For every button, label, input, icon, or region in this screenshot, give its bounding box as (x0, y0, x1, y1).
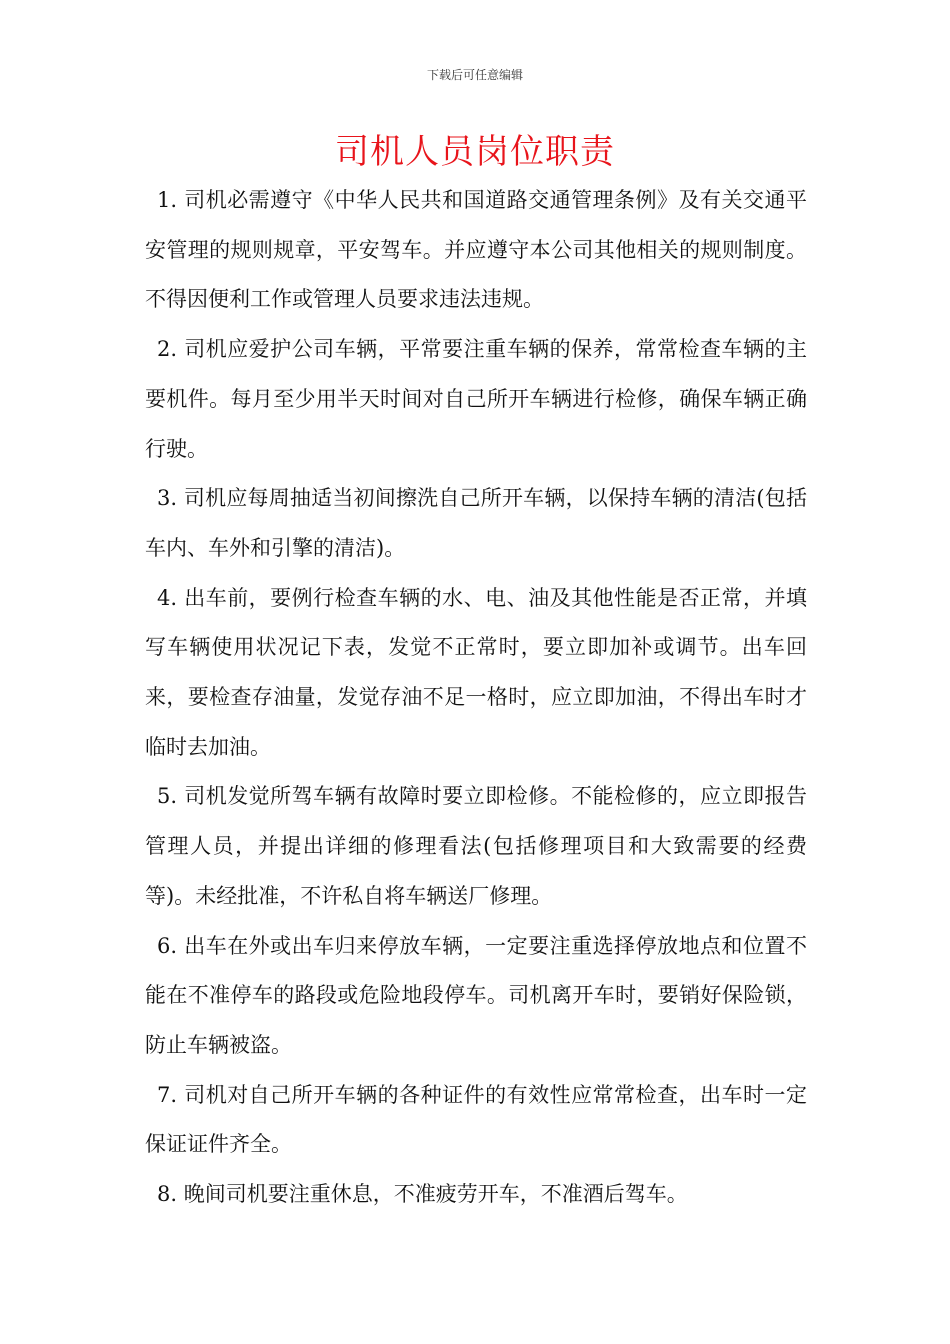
paragraph-1: 1. 司机必需遵守《中华人民共和国道路交通管理条例》及有关交通平安管理的规则规章，平安驾车。并应遵守本公司其他相关的规则制度。不得因便利工作或管理人员要求违法违规。 (145, 188, 807, 312)
paragraph-5: 5. 司机发觉所驾车辆有故障时要立即检修。不能检修的，应立即报告管理人员，并提出详细的修理看法(包括修理项目和大致需要的经费等)。未经批准，不许私自将车辆送厂修理。 (145, 784, 807, 908)
paragraph-3: 3. 司机应每周抽适当初间擦洗自己所开车辆，以保持车辆的清洁(包括车内、车外和引擎的清洁)。 (145, 486, 807, 560)
document-body (145, 176, 807, 1220)
header-note: 下载后可任意编辑 (426, 68, 523, 82)
paragraph-8: 8. 晚间司机要注重休息，不准疲劳开车，不准酒后驾车。 (157, 1182, 688, 1207)
paragraph-4: 4. 出车前，要例行检查车辆的水、电、油及其他性能是否正常，并填写车辆使用状况记下表，发觉不正常时，要立即加补或调节。出车回来，要检查存油量，发觉存油不足一格时，应立即加油，不得出车时才临时去加油。 (145, 585, 807, 759)
document-title: 司机人员岗位职责 (335, 132, 615, 172)
paragraph-6: 6. 出车在外或出车归来停放车辆，一定要注重选择停放地点和位置不能在不准停车的路段或危险地段停车。司机离开车时，要销好保险锁，防止车辆被盗。 (145, 933, 807, 1057)
paragraph-2: 2. 司机应爱护公司车辆，平常要注重车辆的保养，常常检查车辆的主要机件。每月至少用半天时间对自己所开车辆进行检修，确保车辆正确行驶。 (145, 337, 807, 461)
paragraph-7: 7. 司机对自己所开车辆的各种证件的有效性应常常检查，出车时一定保证证件齐全。 (145, 1082, 807, 1157)
